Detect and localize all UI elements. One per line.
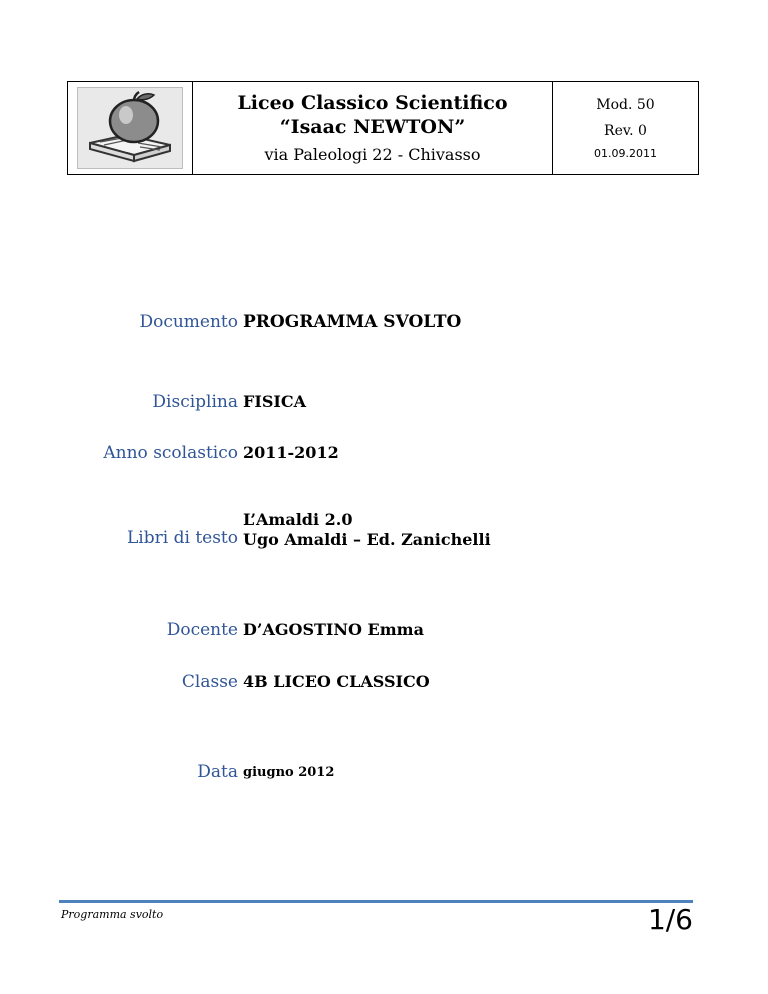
documento-label: Documento: [139, 312, 238, 332]
row-disciplina: [0, 392, 768, 432]
data-value: giugno 2012: [243, 765, 335, 780]
disciplina-label: Disciplina: [152, 392, 238, 412]
libri-value: [243, 510, 491, 550]
footer-document-name: Programma svolto: [61, 908, 164, 921]
revision-number: Rev. 0: [604, 122, 647, 139]
logo-frame: [77, 87, 183, 169]
footer-divider: [59, 900, 693, 903]
row-libri-di-testo: [0, 510, 768, 550]
apple-book-logo-icon: [82, 91, 178, 165]
module-number: Mod. 50: [596, 96, 655, 113]
module-cell: [553, 82, 698, 174]
disciplina-value: FISICA: [243, 392, 307, 411]
docente-value: D’AGOSTINO Emma: [243, 620, 424, 639]
logo-cell: [68, 82, 193, 174]
documento-value: PROGRAMMA SVOLTO: [243, 312, 462, 332]
docente-label: Docente: [166, 620, 238, 640]
school-title-cell: [193, 82, 553, 174]
classe-value: 4B LICEO CLASSICO: [243, 672, 430, 691]
row-classe: [0, 672, 768, 712]
classe-label: Classe: [181, 672, 238, 692]
row-documento: [0, 312, 768, 352]
school-name: Liceo Classico Scientifico: [237, 92, 508, 115]
school-namesake: “Isaac NEWTON”: [279, 115, 466, 138]
page-number: 1/6: [647, 903, 693, 936]
libri-title: L’Amaldi 2.0: [243, 510, 353, 529]
row-anno-scolastico: [0, 443, 768, 483]
anno-label: Anno scolastico: [103, 443, 238, 463]
document-header-table: [67, 81, 699, 175]
row-docente: [0, 620, 768, 660]
school-address: via Paleologi 22 - Chivasso: [264, 144, 481, 164]
data-label: Data: [197, 762, 238, 782]
libri-author: Ugo Amaldi – Ed. Zanichelli: [243, 530, 491, 549]
libri-label: Libri di testo: [127, 528, 238, 548]
anno-value: 2011-2012: [243, 443, 339, 462]
module-date: 01.09.2011: [594, 146, 657, 160]
row-data: [0, 762, 768, 802]
